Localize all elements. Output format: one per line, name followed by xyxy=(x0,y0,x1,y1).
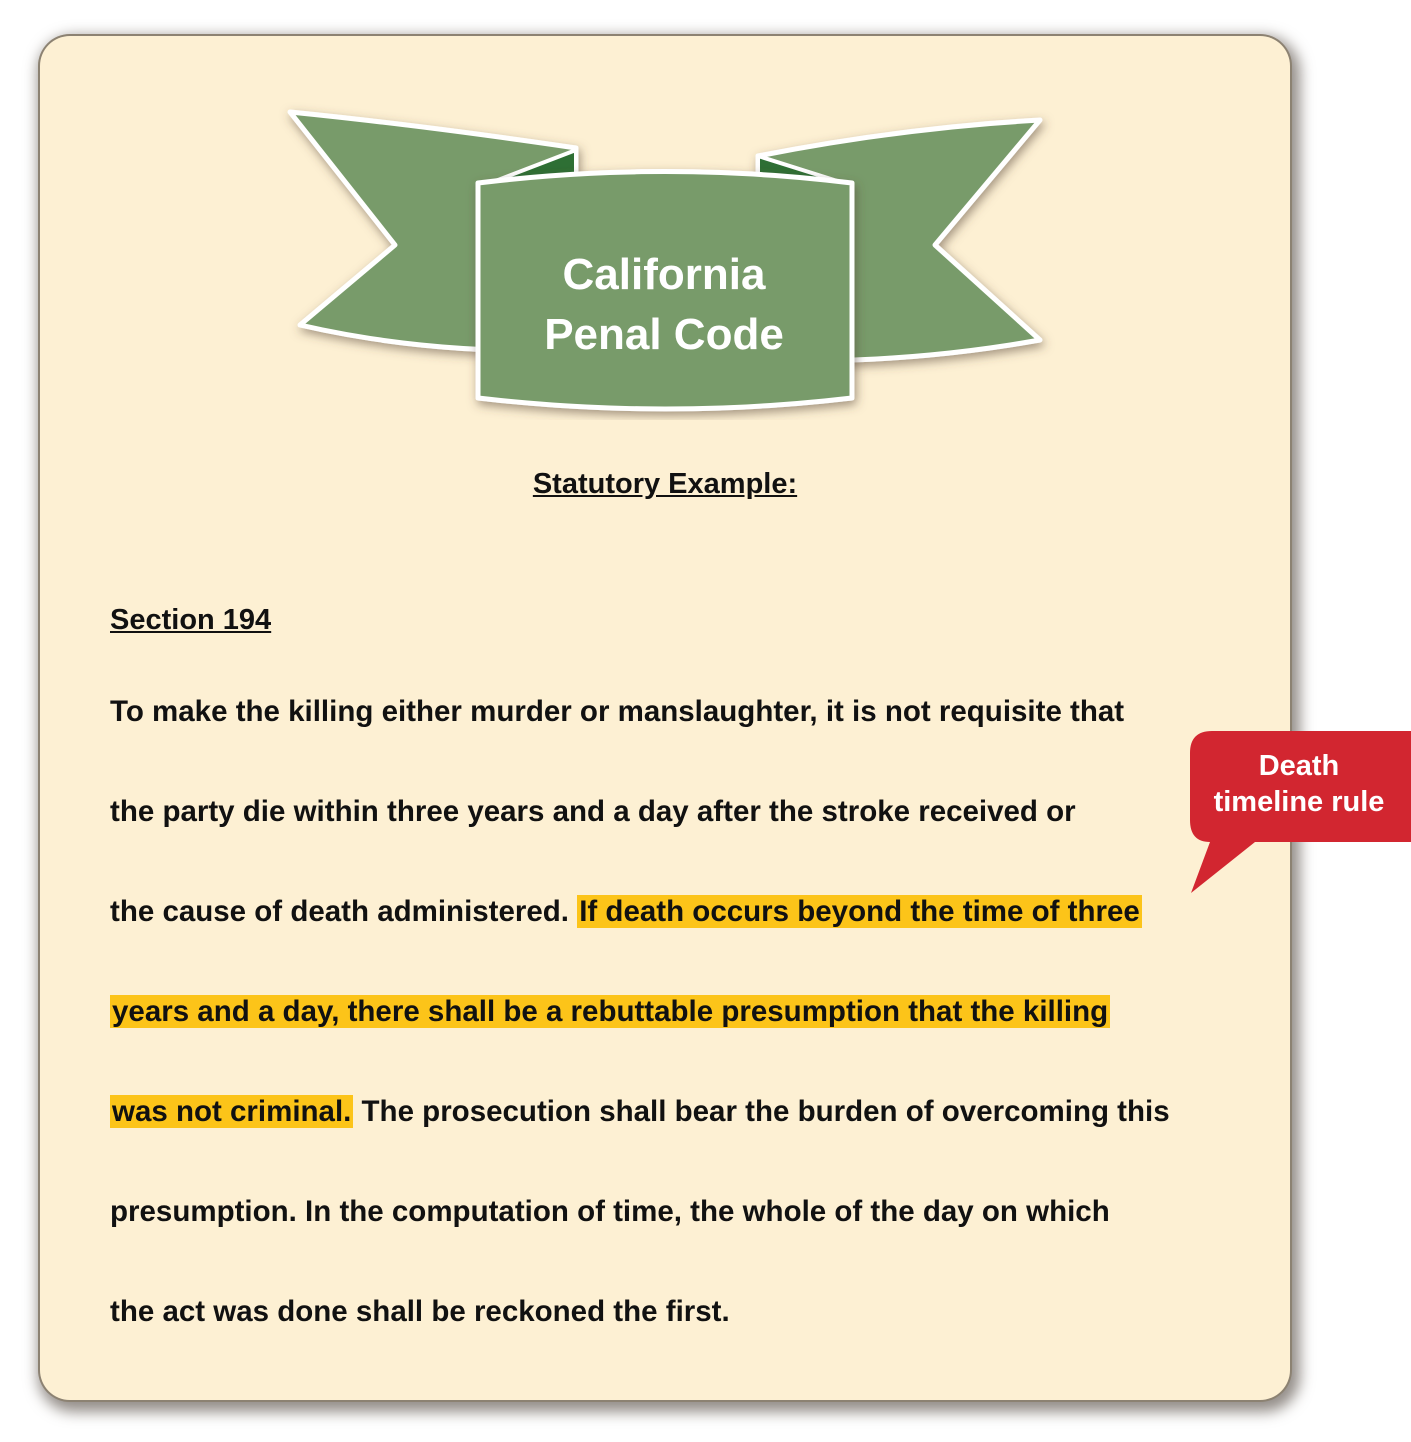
statute-line xyxy=(110,1292,730,1332)
highlighted-text: was not criminal. xyxy=(112,1095,352,1128)
statute-text-span: presumption. In the computation of time, the whole of the day on which xyxy=(110,1195,1110,1228)
statute-line xyxy=(110,692,1124,732)
banner-title xyxy=(480,245,848,365)
statute-line xyxy=(110,1092,1170,1132)
statute-line xyxy=(110,1192,1110,1232)
statute-line xyxy=(110,892,1142,932)
highlighted-text: If death occurs beyond the time of three xyxy=(579,895,1140,928)
statute-line xyxy=(110,792,1076,832)
statutory-heading: Statutory Example: xyxy=(532,468,798,500)
callout-line1: Death xyxy=(1258,750,1340,782)
statute-line xyxy=(110,992,1110,1032)
statute-text-span: The prosecution shall bear the burden of overcoming this xyxy=(353,1095,1170,1128)
banner-title-line2: Penal Code xyxy=(544,310,784,359)
banner-title-line1: California xyxy=(562,250,766,299)
statute-text-span: the cause of death administered. xyxy=(110,895,578,928)
highlighted-text: years and a day, there shall be a rebuttable presumption that the killing xyxy=(112,995,1109,1028)
callout-line2: timeline rule xyxy=(1213,786,1385,818)
section-title: Section 194 xyxy=(110,604,272,636)
statute-text-span: To make the killing either murder or manslaughter, it is not requisite that xyxy=(110,695,1125,728)
callout-label xyxy=(1190,748,1408,820)
statute-text-span: the party die within three years and a day after the stroke received or xyxy=(110,795,1076,828)
statute-text-span: the act was done shall be reckoned the first. xyxy=(110,1295,730,1328)
